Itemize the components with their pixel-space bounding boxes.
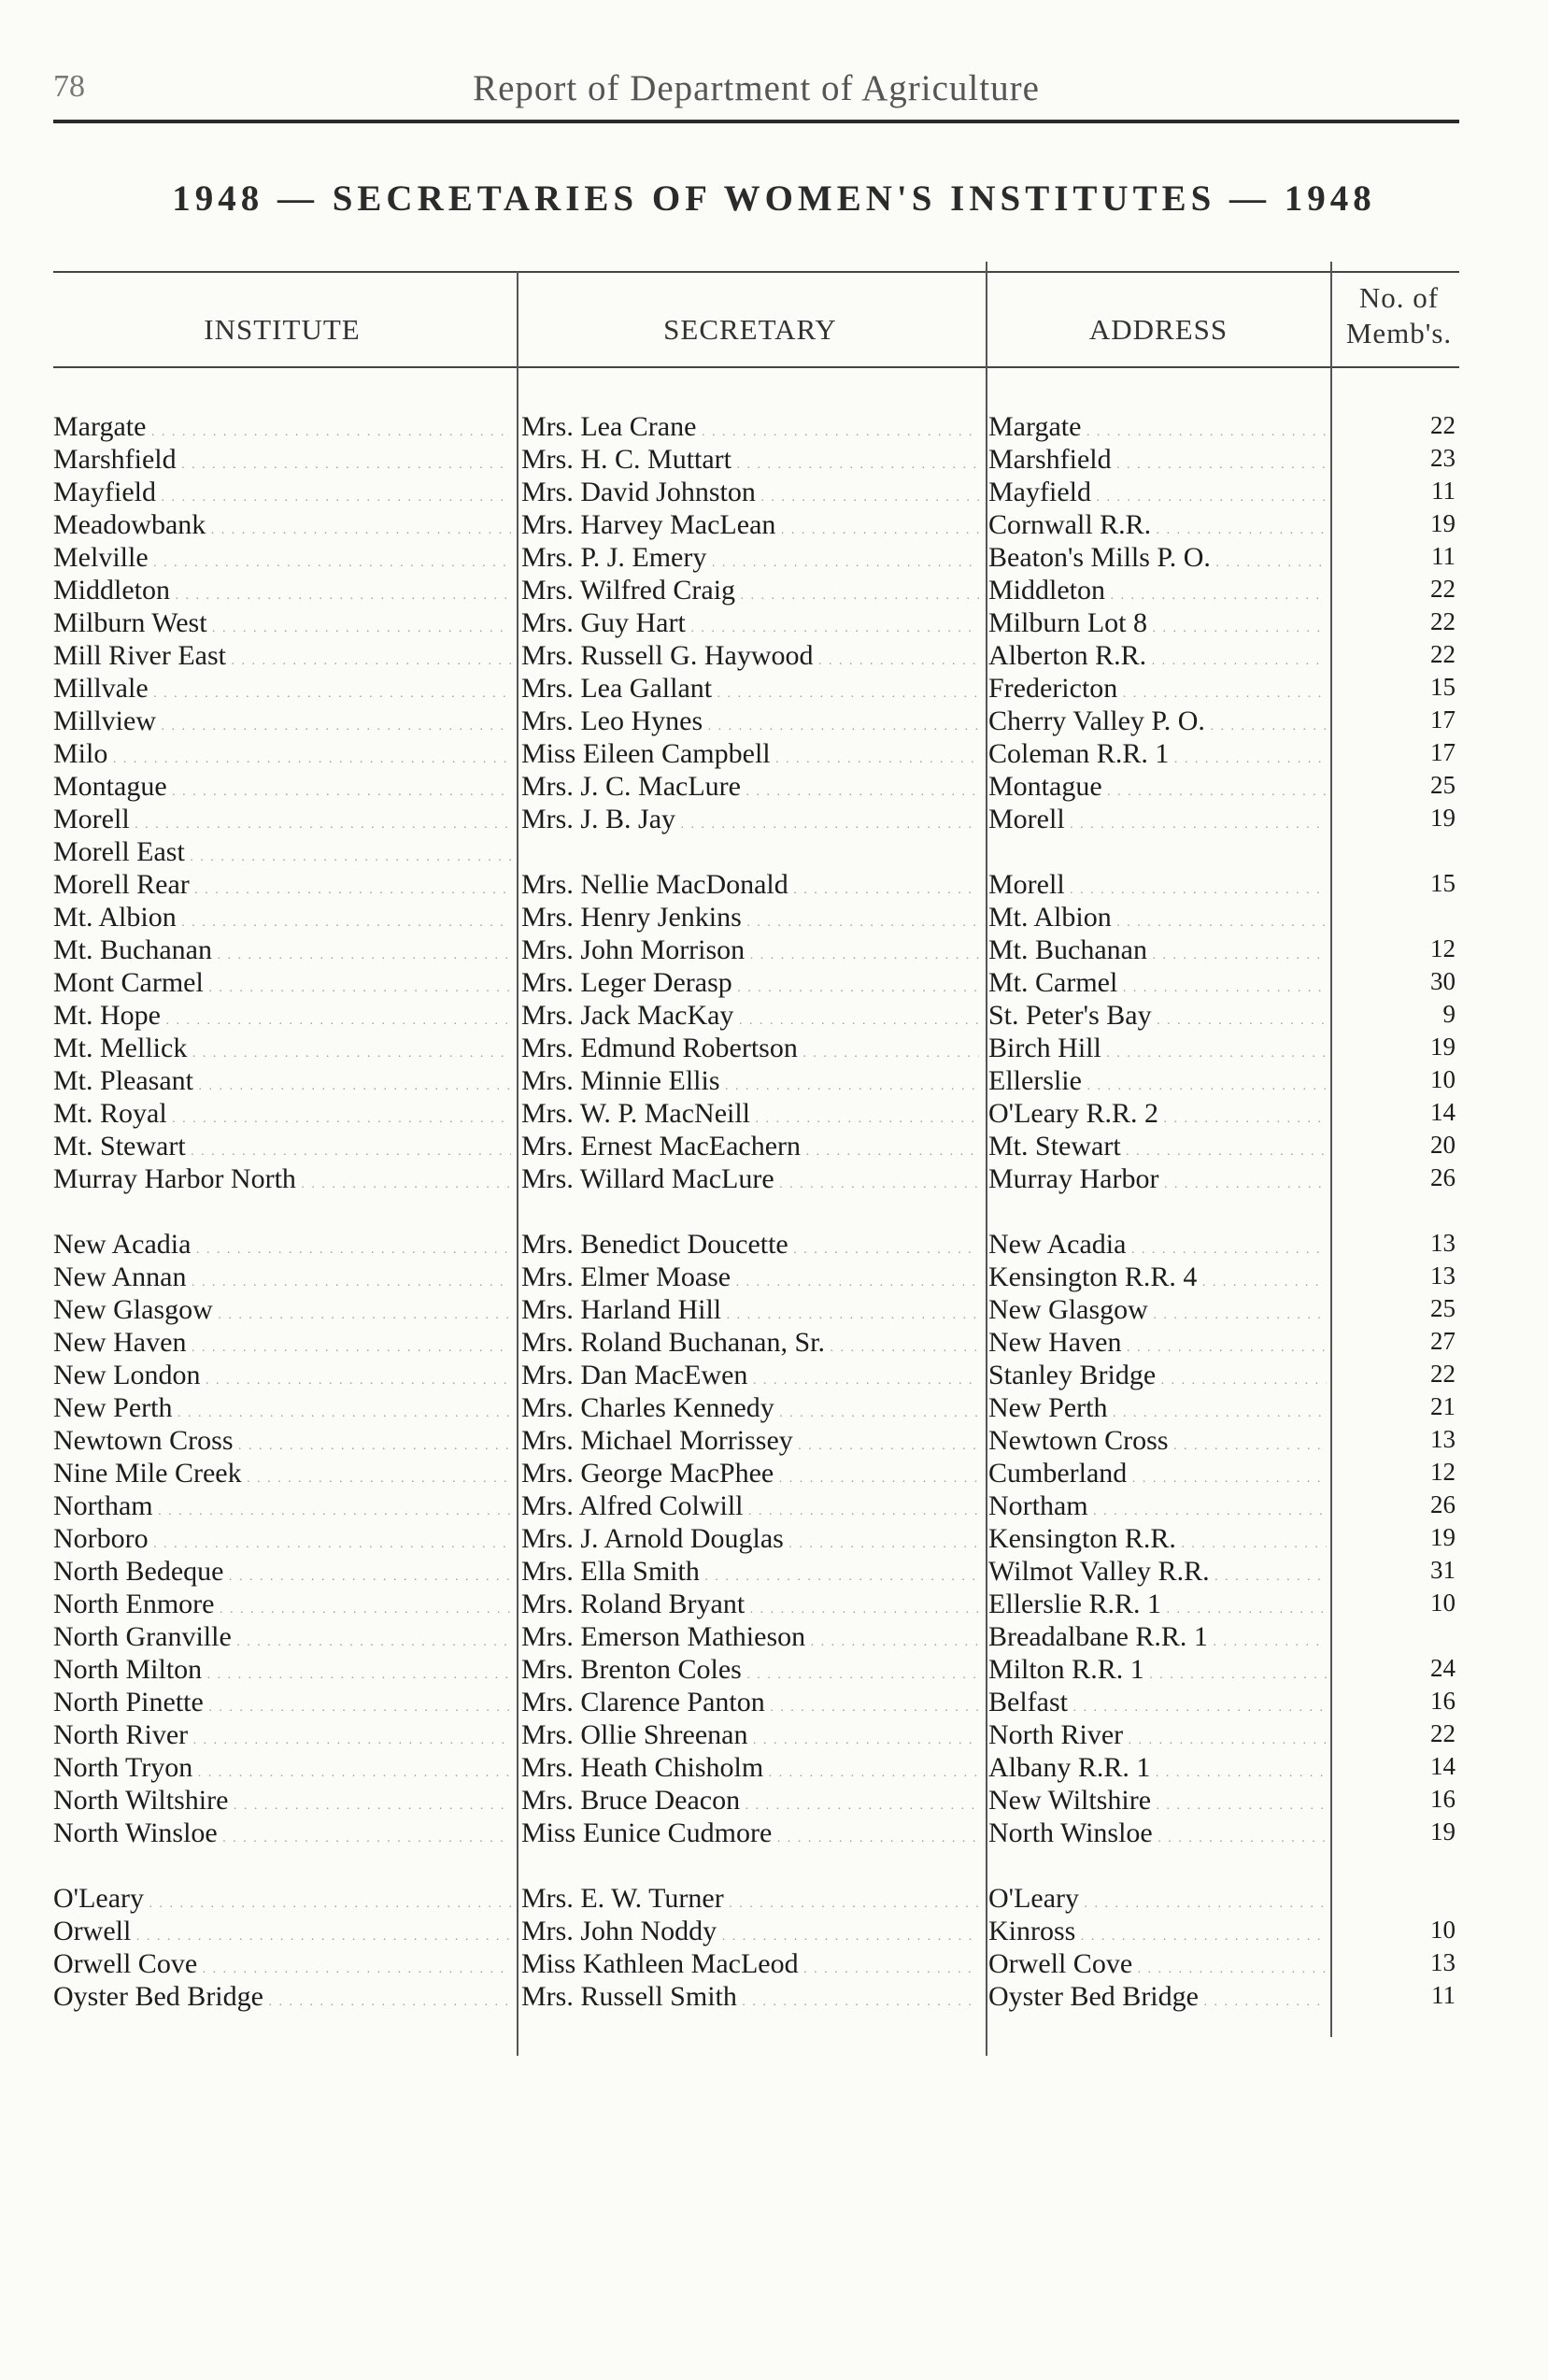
table-row: [0, 771, 1548, 804]
members-cell: 23: [1430, 444, 1456, 472]
institute-cell: Mt. Mellick . . .: [53, 1033, 511, 1064]
institute-cell: North Winsloe . . .: [53, 1817, 511, 1849]
table-row: [0, 1523, 1548, 1556]
address-cell: Mt. Stewart . . .: [988, 1131, 1327, 1162]
secretary-cell: Mrs. Nellie MacDonald . . .: [521, 869, 979, 901]
table-row: [0, 705, 1548, 738]
institute-cell: Milburn West . . .: [53, 607, 511, 639]
address-cell: Morell . . .: [988, 804, 1327, 835]
table-row: [0, 967, 1548, 1000]
table-row: [0, 1621, 1548, 1654]
members-cell: 16: [1430, 1785, 1456, 1813]
secretary-cell: Mrs. Leo Hynes . . .: [521, 705, 979, 737]
running-head-rule: [53, 120, 1459, 123]
secretary-cell: Mrs. Benedict Doucette . . .: [521, 1229, 979, 1261]
members-cell: 20: [1430, 1131, 1456, 1159]
members-cell: 22: [1430, 607, 1456, 635]
secretary-cell: Mrs. P. J. Emery . . .: [521, 542, 979, 574]
table-row: [0, 1000, 1548, 1033]
secretary-cell: Mrs. J. C. MacLure . . .: [521, 771, 979, 803]
secretary-cell: Mrs. Harvey MacLean . . .: [521, 509, 979, 541]
table-row: [0, 575, 1548, 607]
institute-cell: Oyster Bed Bridge . . .: [53, 1981, 511, 2013]
secretary-cell: Mrs. Wilfred Craig . . .: [521, 575, 979, 606]
secretary-cell: Mrs. David Johnston . . .: [521, 477, 979, 508]
address-cell: Fredericton . . .: [988, 673, 1327, 705]
page-number: 78: [53, 69, 85, 104]
address-cell: St. Peter's Bay . . .: [988, 1000, 1327, 1032]
institute-cell: North River . . .: [53, 1719, 511, 1751]
members-cell: 30: [1430, 967, 1456, 995]
secretary-cell: Mrs. John Morrison . . .: [521, 934, 979, 966]
secretary-cell: Mrs. E. W. Turner . . .: [521, 1883, 979, 1915]
address-cell: Middleton . . .: [988, 575, 1327, 606]
institute-cell: Norboro . . .: [53, 1523, 511, 1555]
table-row: [0, 1752, 1548, 1785]
members-cell: 17: [1430, 705, 1456, 734]
table-row: [0, 1229, 1548, 1261]
table-row: [0, 607, 1548, 640]
institute-cell: Morell East . . .: [53, 836, 511, 868]
table-row: [0, 869, 1548, 902]
header-members-line2: Memb's.: [1345, 317, 1453, 349]
address-cell: Margate . . .: [988, 411, 1327, 443]
running-head: [53, 58, 1459, 114]
secretary-cell: Mrs. George MacPhee . . .: [521, 1458, 979, 1489]
header-secretary: SECRETARY: [663, 313, 837, 346]
table-row: [0, 673, 1548, 705]
secretary-cell: Mrs. W. P. MacNeill . . .: [521, 1098, 979, 1130]
secretary-cell: Mrs. Lea Gallant . . .: [521, 673, 979, 705]
members-cell: 24: [1430, 1654, 1456, 1682]
members-cell: 14: [1430, 1752, 1456, 1780]
table-row: [0, 1360, 1548, 1392]
institute-cell: Millview . . .: [53, 705, 511, 737]
table-row: [0, 411, 1548, 444]
header-institute: INSTITUTE: [204, 313, 361, 346]
address-cell: O'Leary . . .: [988, 1883, 1327, 1915]
members-cell: 15: [1430, 673, 1456, 701]
institute-cell: Orwell Cove . . .: [53, 1948, 511, 1980]
secretary-cell: Mrs. Edmund Robertson . . .: [521, 1033, 979, 1064]
table-row: [0, 1098, 1548, 1131]
address-cell: Albany R.R. 1 . . .: [988, 1752, 1327, 1784]
header-members: [1331, 280, 1467, 351]
secretary-cell: Mrs. Roland Bryant . . .: [521, 1589, 979, 1620]
table-row: [0, 1556, 1548, 1589]
members-cell: 22: [1430, 640, 1456, 668]
members-cell: 13: [1430, 1948, 1456, 1976]
members-cell: 19: [1430, 804, 1456, 832]
address-cell: Marshfield . . .: [988, 444, 1327, 476]
institute-cell: Mt. Pleasant . . .: [53, 1065, 511, 1097]
address-cell: North River . . .: [988, 1719, 1327, 1751]
address-cell: Orwell Cove . . .: [988, 1948, 1327, 1980]
address-cell: Stanley Bridge . . .: [988, 1360, 1327, 1391]
members-cell: 25: [1430, 771, 1456, 799]
secretary-cell: Mrs. Dan MacEwen . . .: [521, 1360, 979, 1391]
secretary-cell: Mrs. Willard MacLure . . .: [521, 1163, 979, 1195]
institute-cell: Orwell . . .: [53, 1916, 511, 1947]
address-cell: Mayfield . . .: [988, 477, 1327, 508]
header-members-line1: No. of: [1358, 281, 1440, 314]
table-row: [0, 1490, 1548, 1523]
secretary-cell: Mrs. Minnie Ellis . . .: [521, 1065, 979, 1097]
table-row: [0, 934, 1548, 967]
members-cell: 19: [1430, 1817, 1456, 1846]
institute-cell: Marshfield . . .: [53, 444, 511, 476]
address-cell: Coleman R.R. 1 . . .: [988, 738, 1327, 770]
table-row: [0, 1817, 1548, 1850]
secretary-cell: Mrs. Ernest MacEachern . . .: [521, 1131, 979, 1162]
members-cell: 14: [1430, 1098, 1456, 1126]
table-row: [0, 1065, 1548, 1098]
table-row: [0, 444, 1548, 477]
table-row: [0, 509, 1548, 542]
members-cell: 12: [1430, 1458, 1456, 1486]
institute-cell: Mill River East . . .: [53, 640, 511, 672]
members-cell: 10: [1430, 1589, 1456, 1617]
institute-cell: Melville . . .: [53, 542, 511, 574]
address-cell: New Glasgow . . .: [988, 1294, 1327, 1326]
members-cell: 27: [1430, 1327, 1456, 1355]
secretary-cell: Mrs. Guy Hart . . .: [521, 607, 979, 639]
institute-cell: North Pinette . . .: [53, 1687, 511, 1718]
secretary-cell: Mrs. Russell Smith . . .: [521, 1981, 979, 2013]
members-cell: 12: [1430, 934, 1456, 962]
address-cell: Morell . . .: [988, 869, 1327, 901]
members-cell: 13: [1430, 1425, 1456, 1453]
institute-cell: North Milton . . .: [53, 1654, 511, 1686]
address-cell: Birch Hill . . .: [988, 1033, 1327, 1064]
table-row: [0, 1916, 1548, 1948]
table-header-rule: [53, 366, 1459, 368]
institute-cell: New Haven . . .: [53, 1327, 511, 1359]
institute-cell: O'Leary . . .: [53, 1883, 511, 1915]
institute-cell: Murray Harbor North . . .: [53, 1163, 511, 1195]
members-cell: 31: [1430, 1556, 1456, 1584]
institute-cell: Mt. Hope . . .: [53, 1000, 511, 1032]
secretary-cell: Mrs. Lea Crane . . .: [521, 411, 979, 443]
institute-cell: Montague . . .: [53, 771, 511, 803]
address-cell: Milburn Lot 8 . . .: [988, 607, 1327, 639]
page-title: 1948 — SECRETARIES OF WOMEN'S INSTITUTES — 1948: [172, 178, 1376, 219]
members-cell: 13: [1430, 1261, 1456, 1290]
members-cell: 11: [1431, 1981, 1456, 2009]
table-row: [0, 1654, 1548, 1687]
members-cell: 19: [1430, 509, 1456, 537]
secretary-cell: Mrs. Bruce Deacon . . .: [521, 1785, 979, 1817]
members-cell: 17: [1430, 738, 1456, 766]
secretary-cell: Mrs. Ollie Shreenan . . .: [521, 1719, 979, 1751]
table-row: [0, 1785, 1548, 1817]
institute-cell: Northam . . .: [53, 1490, 511, 1522]
members-cell: 16: [1430, 1687, 1456, 1715]
address-cell: Alberton R.R. . . .: [988, 640, 1327, 672]
secretary-cell: Mrs. Michael Morrissey . . .: [521, 1425, 979, 1457]
secretary-cell: Miss Eunice Cudmore . . .: [521, 1817, 979, 1849]
institute-cell: New Perth . . .: [53, 1392, 511, 1424]
institute-cell: Middleton . . .: [53, 575, 511, 606]
address-cell: Ellerslie R.R. 1 . . .: [988, 1589, 1327, 1620]
members-cell: 10: [1430, 1065, 1456, 1093]
address-cell: Milton R.R. 1 . . .: [988, 1654, 1327, 1686]
secretary-cell: Mrs. Alfred Colwill . . .: [521, 1490, 979, 1522]
table-row: [0, 1033, 1548, 1065]
table-row: [0, 1392, 1548, 1425]
secretary-cell: Mrs. Emerson Mathieson . . .: [521, 1621, 979, 1653]
secretary-cell: Miss Eileen Campbell . . .: [521, 738, 979, 770]
secretary-cell: Mrs. Leger Derasp . . .: [521, 967, 979, 999]
address-cell: Mt. Albion . . .: [988, 902, 1327, 933]
table-row: [0, 1163, 1548, 1196]
address-cell: Cumberland . . .: [988, 1458, 1327, 1489]
institute-cell: North Enmore . . .: [53, 1589, 511, 1620]
address-cell: Kensington R.R. . . .: [988, 1523, 1327, 1555]
address-cell: Kinross . . .: [988, 1916, 1327, 1947]
members-cell: 22: [1430, 1360, 1456, 1388]
address-cell: North Winsloe . . .: [988, 1817, 1327, 1849]
secretary-cell: Mrs. Ella Smith . . .: [521, 1556, 979, 1588]
secretary-cell: Mrs. Heath Chisholm . . .: [521, 1752, 979, 1784]
address-cell: New Acadia . . .: [988, 1229, 1327, 1261]
table-row: [0, 1327, 1548, 1360]
secretary-cell: Mrs. Elmer Moase . . .: [521, 1261, 979, 1293]
address-cell: Newtown Cross . . .: [988, 1425, 1327, 1457]
address-cell: New Perth . . .: [988, 1392, 1327, 1424]
institute-cell: Mt. Royal . . .: [53, 1098, 511, 1130]
address-cell: Ellerslie . . .: [988, 1065, 1327, 1097]
table-row: [0, 1687, 1548, 1719]
table-row: [0, 1981, 1548, 2014]
institute-cell: Newtown Cross . . .: [53, 1425, 511, 1457]
institute-cell: North Bedeque . . .: [53, 1556, 511, 1588]
address-cell: New Haven . . .: [988, 1327, 1327, 1359]
members-cell: 26: [1430, 1163, 1456, 1191]
secretary-cell: Mrs. J. B. Jay . . .: [521, 804, 979, 835]
members-cell: 13: [1430, 1229, 1456, 1257]
members-cell: 10: [1430, 1916, 1456, 1944]
secretary-cell: Mrs. Henry Jenkins . . .: [521, 902, 979, 933]
table-row: [0, 1458, 1548, 1490]
institute-cell: Meadowbank . . .: [53, 509, 511, 541]
secretary-cell: Mrs. Charles Kennedy . . .: [521, 1392, 979, 1424]
table-row: [0, 542, 1548, 575]
table-row: [0, 640, 1548, 673]
institute-cell: North Granville . . .: [53, 1621, 511, 1653]
table-row: [0, 1589, 1548, 1621]
secretary-cell: Mrs. Clarence Panton . . .: [521, 1687, 979, 1718]
institute-cell: Mt. Albion . . .: [53, 902, 511, 933]
address-cell: Murray Harbor . . .: [988, 1163, 1327, 1195]
table-row: [0, 1425, 1548, 1458]
address-cell: New Wiltshire . . .: [988, 1785, 1327, 1817]
address-cell: Mt. Carmel . . .: [988, 967, 1327, 999]
members-cell: 11: [1431, 542, 1456, 570]
members-cell: 22: [1430, 411, 1456, 439]
table-row: [0, 1294, 1548, 1327]
secretary-cell: Mrs. Jack MacKay . . .: [521, 1000, 979, 1032]
institute-cell: New London . . .: [53, 1360, 511, 1391]
institute-cell: Morell . . .: [53, 804, 511, 835]
address-cell: Northam . . .: [988, 1490, 1327, 1522]
institute-cell: North Wiltshire . . .: [53, 1785, 511, 1817]
secretary-cell: Mrs. John Noddy . . .: [521, 1916, 979, 1947]
institute-cell: New Annan . . .: [53, 1261, 511, 1293]
address-cell: Cherry Valley P. O. . . .: [988, 705, 1327, 737]
table-row: [0, 804, 1548, 836]
address-cell: Oyster Bed Bridge . . .: [988, 1981, 1327, 2013]
institute-cell: Margate . . .: [53, 411, 511, 443]
table-row: [0, 1261, 1548, 1294]
table-top-rule: [53, 271, 1459, 273]
institute-cell: Nine Mile Creek . . .: [53, 1458, 511, 1489]
secretary-cell: Mrs. H. C. Muttart . . .: [521, 444, 979, 476]
table-row: [0, 1131, 1548, 1163]
address-cell: Kensington R.R. 4 . . .: [988, 1261, 1327, 1293]
address-cell: Mt. Buchanan . . .: [988, 934, 1327, 966]
table-row: [0, 477, 1548, 509]
address-cell: Montague . . .: [988, 771, 1327, 803]
table-row: [0, 1719, 1548, 1752]
secretary-cell: Mrs. Russell G. Haywood . . .: [521, 640, 979, 672]
secretary-cell: Miss Kathleen MacLeod . . .: [521, 1948, 979, 1980]
running-head-title: Report of Department of Agriculture: [473, 68, 1040, 108]
members-cell: 22: [1430, 575, 1456, 603]
members-cell: 22: [1430, 1719, 1456, 1747]
institute-cell: Mayfield . . .: [53, 477, 511, 508]
table-row: [0, 902, 1548, 934]
members-cell: 11: [1431, 477, 1456, 505]
members-cell: 19: [1430, 1523, 1456, 1551]
table-row: [0, 738, 1548, 771]
members-cell: 19: [1430, 1033, 1456, 1061]
institute-cell: Milo . . .: [53, 738, 511, 770]
table-row: [0, 1948, 1548, 1981]
institute-cell: North Tryon . . .: [53, 1752, 511, 1784]
address-cell: Cornwall R.R. . . .: [988, 509, 1327, 541]
institute-cell: Mt. Buchanan . . .: [53, 934, 511, 966]
address-cell: Breadalbane R.R. 1 . . .: [988, 1621, 1327, 1653]
institute-cell: Millvale . . .: [53, 673, 511, 705]
institute-cell: Mont Carmel . . .: [53, 967, 511, 999]
address-cell: Wilmot Valley R.R. . . .: [988, 1556, 1327, 1588]
secretary-cell: Mrs. Harland Hill . . .: [521, 1294, 979, 1326]
members-cell: 15: [1430, 869, 1456, 897]
address-cell: Belfast . . .: [988, 1687, 1327, 1718]
table-row: [0, 1883, 1548, 1916]
table-row: [0, 836, 1548, 869]
header-address: ADDRESS: [1088, 313, 1228, 346]
members-cell: 25: [1430, 1294, 1456, 1322]
institute-cell: New Glasgow . . .: [53, 1294, 511, 1326]
address-cell: O'Leary R.R. 2 . . .: [988, 1098, 1327, 1130]
members-cell: 9: [1442, 1000, 1456, 1028]
members-cell: 26: [1430, 1490, 1456, 1518]
secretary-cell: Mrs. J. Arnold Douglas . . .: [521, 1523, 979, 1555]
secretary-cell: Mrs. Roland Buchanan, Sr. . . .: [521, 1327, 979, 1359]
address-cell: Beaton's Mills P. O. . . .: [988, 542, 1327, 574]
institute-cell: Mt. Stewart . . .: [53, 1131, 511, 1162]
institute-cell: Morell Rear . . .: [53, 869, 511, 901]
institute-cell: New Acadia . . .: [53, 1229, 511, 1261]
secretary-cell: Mrs. Brenton Coles . . .: [521, 1654, 979, 1686]
members-cell: 21: [1430, 1392, 1456, 1420]
